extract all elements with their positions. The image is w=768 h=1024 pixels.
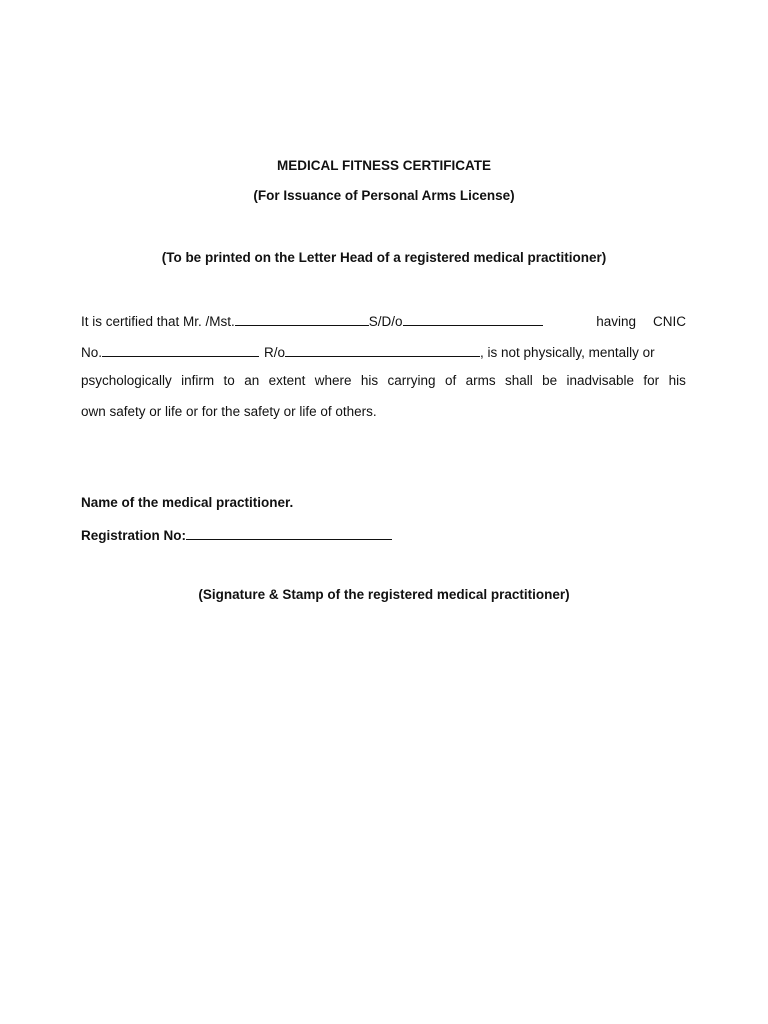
cnic-blank[interactable] [102, 342, 259, 357]
body-line-3 [81, 372, 686, 390]
body-line-3-word: be [542, 373, 558, 388]
body-line-3-word: an [244, 373, 260, 388]
body-line-3-word: for [643, 373, 660, 388]
cnic-label: CNIC [653, 314, 686, 329]
sdo-blank[interactable] [403, 311, 543, 326]
registration-line [81, 525, 392, 545]
signature-stamp-note: (Signature & Stamp of the registered medical practitioner) [198, 587, 570, 602]
body-line-4: own safety or life or for the safety or life of others. [81, 404, 377, 419]
body-line-3-word: psychologically [81, 373, 172, 388]
body-line-3-word: his [668, 373, 686, 388]
address-blank[interactable] [285, 342, 480, 357]
letterhead-note: (To be printed on the Letter Head of a registered medical practitioner) [161, 250, 607, 265]
infirm-statement: , is not physically, mentally or [480, 345, 655, 360]
body-line-1 [81, 311, 686, 331]
ro-label: R/o [264, 345, 286, 360]
body-line-3-word: arms [465, 373, 496, 388]
body-line-3-word: his [360, 373, 379, 388]
body-line-3-word: to [223, 373, 235, 388]
name-blank[interactable] [235, 311, 369, 326]
body-line-2 [81, 342, 686, 362]
registration-blank[interactable] [186, 525, 392, 540]
body-line-3-word: inadvisable [566, 373, 635, 388]
registration-label: Registration No: [81, 528, 187, 543]
body-line-3-word: carrying [387, 373, 436, 388]
body-line-3-word: shall [504, 373, 533, 388]
certificate-subtitle: (For Issuance of Personal Arms License) [253, 188, 515, 203]
certificate-title: MEDICAL FITNESS CERTIFICATE [276, 158, 491, 173]
having-label: having [596, 314, 636, 329]
no-label: No. [81, 345, 103, 360]
practitioner-name-label: Name of the medical practitioner. [81, 495, 294, 510]
body-line-3-word: infirm [181, 373, 215, 388]
certified-prefix: It is certified that Mr. /Mst. [81, 314, 235, 329]
sdo-label: S/D/o [368, 314, 403, 329]
body-line-3-word: extent [268, 373, 306, 388]
body-line-3-word: of [444, 373, 457, 388]
body-line-3-word: where [314, 373, 352, 388]
